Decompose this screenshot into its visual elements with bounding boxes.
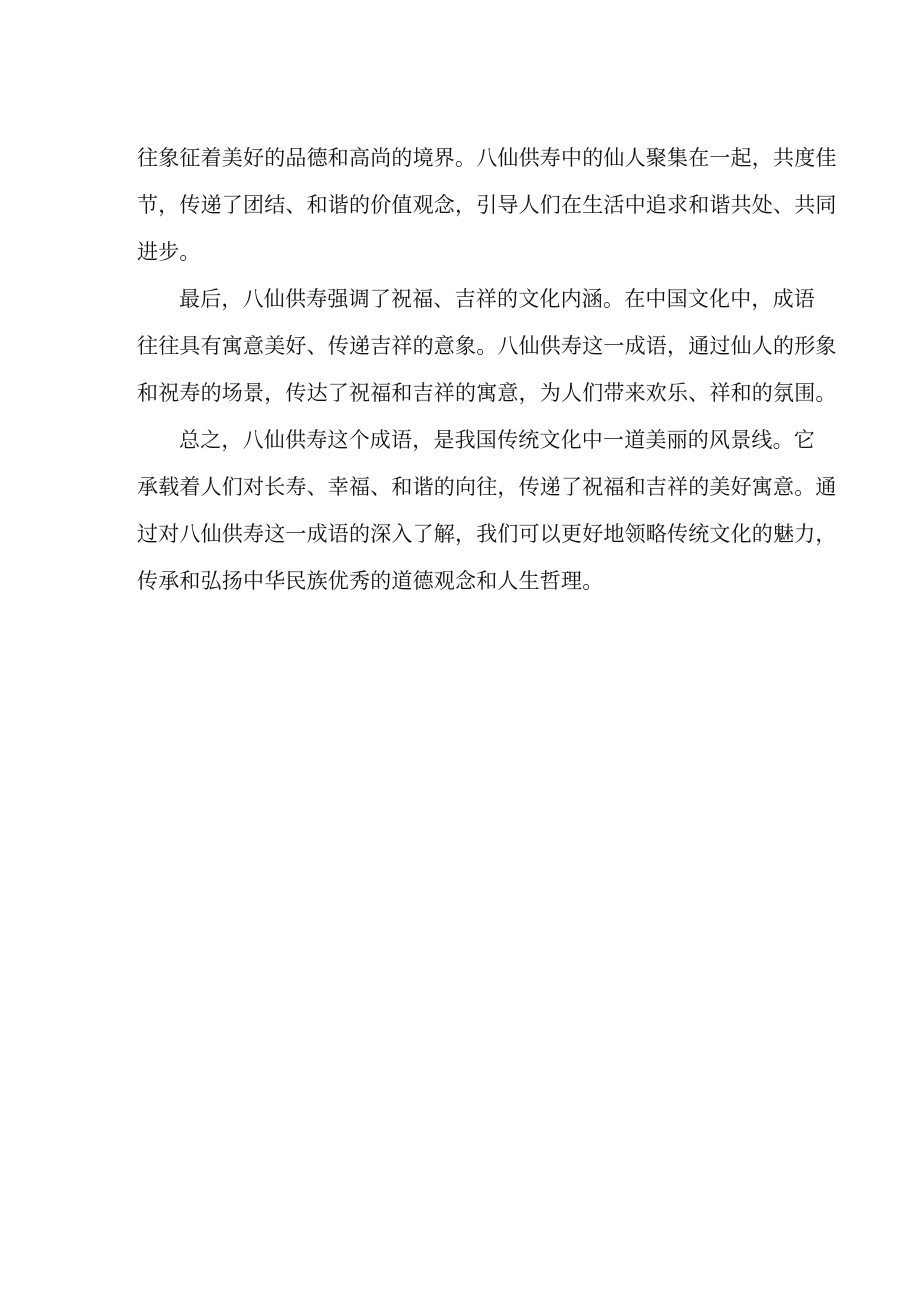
text-line: 节，传递了团结、和谐的价值观念，引导人们在生活中追求和谐共处、共同 bbox=[137, 193, 837, 217]
text-line: 传承和弘扬中华民族优秀的道德观念和人生哲理。 bbox=[137, 569, 604, 593]
text-line: 最后，八仙供寿强调了祝福、吉祥的文化内涵。在中国文化中，成语 bbox=[179, 287, 815, 311]
text-line: 往往具有寓意美好、传递吉祥的意象。八仙供寿这一成语，通过仙人的形象 bbox=[137, 334, 837, 358]
text-line: 承载着人们对长寿、幸福、和谐的向往，传递了祝福和吉祥的美好寓意。通 bbox=[137, 475, 837, 499]
paragraph bbox=[137, 417, 837, 605]
text-line: 过对八仙供寿这一成语的深入了解，我们可以更好地领略传统文化的魅力， bbox=[137, 522, 837, 546]
paragraph bbox=[137, 276, 837, 417]
paragraph bbox=[137, 135, 837, 276]
text-line: 往象征着美好的品德和高尚的境界。八仙供寿中的仙人聚集在一起，共度佳 bbox=[137, 146, 837, 170]
text-line: 进步。 bbox=[137, 240, 201, 264]
text-line: 和祝寿的场景，传达了祝福和吉祥的寓意，为人们带来欢乐、祥和的氛围。 bbox=[137, 381, 837, 405]
text-line: 总之，八仙供寿这个成语，是我国传统文化中一道美丽的风景线。它 bbox=[179, 428, 815, 452]
document-body bbox=[137, 135, 837, 605]
